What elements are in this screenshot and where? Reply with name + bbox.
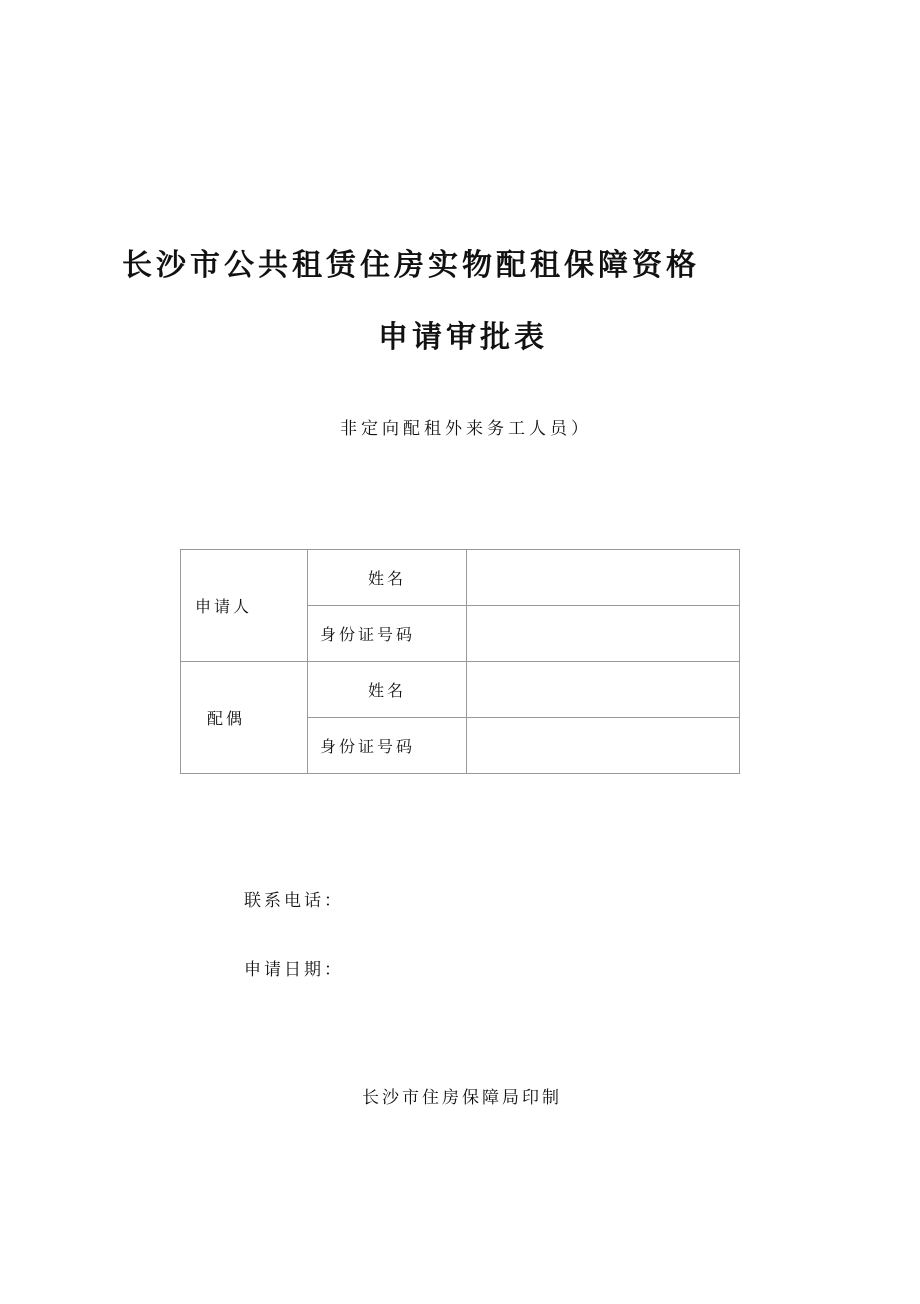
spouse-name-label: 姓名 (308, 662, 467, 718)
table-row (181, 662, 740, 718)
form-title-line-1: 长沙市公共租赁住房实物配租保障资格 (122, 248, 700, 283)
applicant-group-label: 申请人 (181, 550, 308, 662)
applicant-id-field[interactable] (467, 606, 740, 662)
form-title-line-2: 申请审批表 (378, 320, 548, 355)
applicant-id-label: 身份证号码 (308, 606, 467, 662)
spouse-group-label: 配偶 (181, 662, 308, 774)
table-row (181, 550, 740, 606)
form-subtitle: 非定向配租外来务工人员） (340, 419, 592, 439)
applicant-name-field[interactable] (467, 550, 740, 606)
spouse-id-field[interactable] (467, 718, 740, 774)
applicant-name-label: 姓名 (308, 550, 467, 606)
issuer-footer: 长沙市住房保障局印制 (362, 1088, 562, 1108)
spouse-id-label: 身份证号码 (308, 718, 467, 774)
applicant-info-table (180, 549, 740, 774)
contact-phone-label: 联系电话： (244, 891, 344, 911)
spouse-name-field[interactable] (467, 662, 740, 718)
application-date-label: 申请日期： (244, 960, 344, 980)
